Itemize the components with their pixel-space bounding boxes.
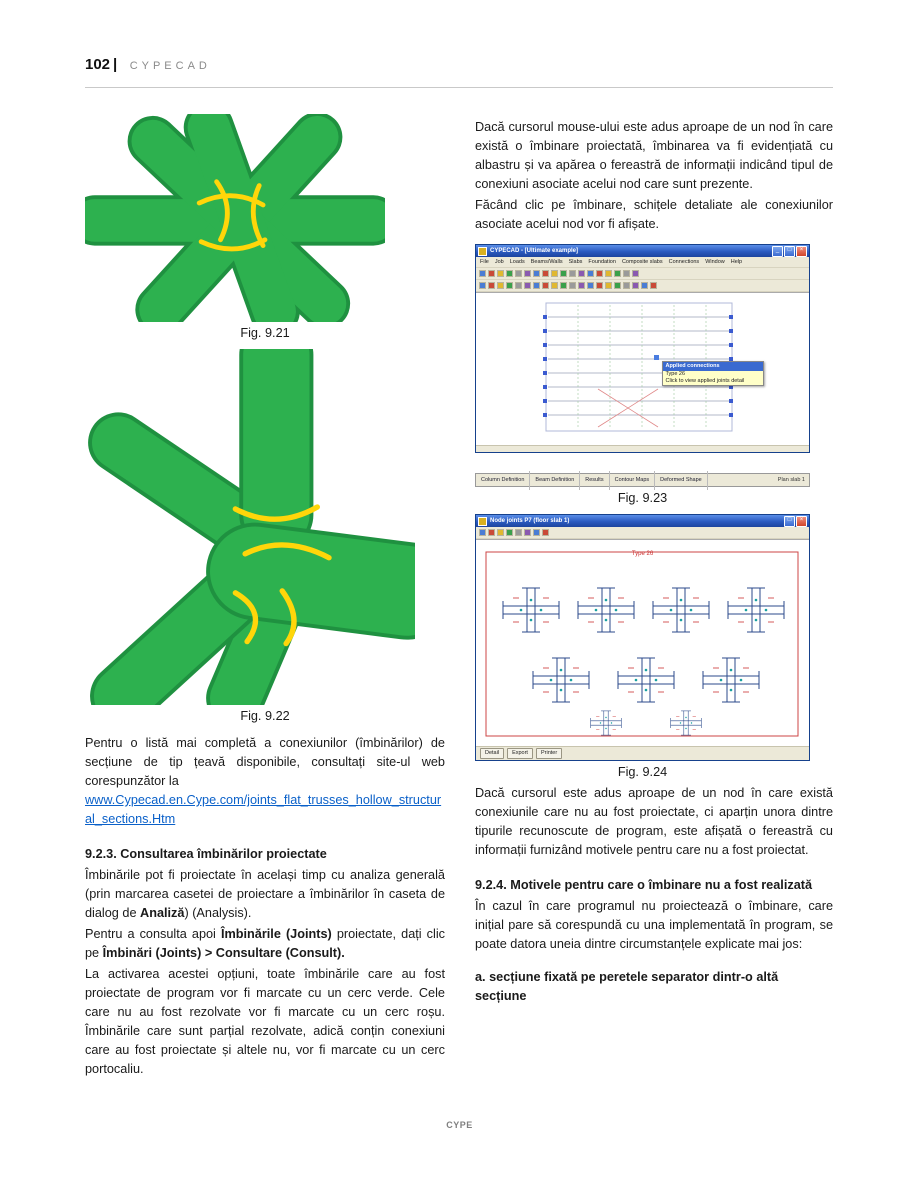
toolbar-icon[interactable] (533, 529, 540, 536)
tab-deformed-shape[interactable]: Deformed Shape (655, 471, 708, 490)
app-icon (478, 517, 487, 526)
menu-item[interactable]: Connections (668, 258, 700, 265)
section-heading-924: 9.2.4. Motivele pentru care o îmbinare nu a fost realizată (475, 878, 813, 892)
bold-text: Îmbinările (Joints) (220, 927, 332, 941)
tab-beam-definition[interactable]: Beam Definition (530, 471, 580, 490)
menu-item[interactable]: Loads (509, 258, 525, 265)
paragraph-circles: La activarea acestei opțiuni, toate îmbinările care au fost proiectate de program vor fi marcate cu un cerc verde. Cele care nu au fost rezolvate vor fi marcate cu un cerc roșu. Îmbinările care sunt parțial rezolvate, adică conțin conexiuni care au fost proiectate și altele nu, vor fi marcate cu un cerc portocaliu. (85, 967, 445, 1076)
tube-joint-drawing (85, 349, 415, 705)
fig24-drawing-area (476, 539, 809, 746)
menu-item[interactable]: File (480, 258, 489, 265)
toolbar-icon[interactable] (515, 282, 522, 289)
toolbar-icon[interactable] (551, 270, 558, 277)
fig24-screenshot-window (475, 514, 810, 761)
header-rule (85, 87, 833, 88)
tooltip-line: Click to view applied joints detail (663, 378, 763, 385)
fig23-toolbar-row2 (476, 280, 809, 292)
tooltip-title: Applied connections (663, 362, 763, 371)
toolbar-icon[interactable] (524, 270, 531, 277)
toolbar-icon[interactable] (578, 282, 585, 289)
brand-text: CYPECAD (129, 60, 211, 72)
toolbar-icon[interactable] (542, 270, 549, 277)
paragraph-design: Îmbinările pot fi proiectate în același timp cu analiza generală (prin marcarea casetei de proiectare a îmbinărilor în caseta de dialog de Analiză) (Analysis). (85, 868, 445, 920)
paragraph-cursor: Dacă cursorul mouse-ului este adus aproape de un nod în care există o îmbinare proiectată, îmbinarea va fi evidențiată cu albastru și va apărea o fereastră de informații indicând tipul de conexiuni asociate acelui nod care sunt prezente. (475, 120, 833, 191)
menu-item[interactable]: Composite slabs (621, 258, 663, 265)
paragraph-click: Făcând clic pe îmbinare, schițele detaliate ale conexiunilor asociate acelui nod vor fi afișate. (475, 198, 833, 231)
fig23-drawing-area (476, 292, 809, 445)
toolbar-icon[interactable] (605, 270, 612, 277)
maximize-button-icon[interactable]: □ (784, 516, 795, 527)
toolbar-icon[interactable] (533, 270, 540, 277)
print-icon[interactable] (506, 529, 513, 536)
menu-item[interactable]: Help (730, 258, 743, 265)
tab-column-definition[interactable]: Column Definition (476, 471, 530, 490)
fig23-window-title: CYPECAD - [Ultimate example] (490, 247, 579, 254)
pan-icon[interactable] (497, 529, 504, 536)
figure-caption: Fig. 9.24 (617, 765, 668, 779)
fig23-statusbar (476, 445, 809, 452)
toolbar-icon[interactable] (479, 270, 486, 277)
fig24-window-title: Node joints P7 (floor slab 1) (490, 517, 570, 524)
toolbar-icon[interactable] (632, 270, 639, 277)
menu-item[interactable]: Foundation (588, 258, 616, 265)
printer-button[interactable]: Printer (536, 748, 562, 759)
toolbar-icon[interactable] (506, 270, 513, 277)
section-heading-923: 9.2.3. Consultarea îmbinărilor proiectate (85, 847, 327, 861)
toolbar-icon[interactable] (569, 270, 576, 277)
toolbar-icon[interactable] (497, 270, 504, 277)
menu-item[interactable]: Beams/Walls (530, 258, 563, 265)
subheading-a: a. secțiune fixată pe peretele separator dintr-o altă secțiune (475, 970, 779, 1003)
toolbar-icon[interactable] (506, 282, 513, 289)
toolbar-icon[interactable] (632, 282, 639, 289)
toolbar-icon[interactable] (551, 282, 558, 289)
toolbar-icon[interactable] (605, 282, 612, 289)
detail-button[interactable]: Detail (480, 748, 504, 759)
fig24-titlebar (476, 515, 809, 527)
left-column (85, 100, 445, 1079)
figure-caption: Fig. 9.22 (240, 709, 290, 723)
toolbar-icon[interactable] (578, 270, 585, 277)
joint-details-drawing (476, 540, 809, 746)
menu-item[interactable]: Slabs (568, 258, 583, 265)
header-separator: | (113, 56, 118, 73)
zoom-icon[interactable] (488, 529, 495, 536)
toolbar-icon[interactable] (623, 270, 630, 277)
web-link[interactable]: www.Cypecad.en.Cype.com/joints_flat_trusses_hollow_structural_sections.Htm (85, 793, 442, 826)
menu-item[interactable]: Window (705, 258, 725, 265)
toolbar-icon[interactable] (515, 270, 522, 277)
toolbar-icon[interactable] (596, 282, 603, 289)
bold-text: Îmbinări (Joints) > Consultare (Consult). (102, 946, 345, 960)
toolbar-icon[interactable] (524, 282, 531, 289)
toolbar-icon[interactable] (560, 282, 567, 289)
fig23-tabstrip (475, 473, 810, 487)
figure-9-21-image (85, 114, 445, 322)
maximize-button-icon[interactable]: □ (784, 246, 795, 257)
tube-star-drawing (85, 114, 385, 322)
toolbar-icon[interactable] (569, 282, 576, 289)
toolbar-icon[interactable] (614, 282, 621, 289)
menu-item[interactable]: Job (494, 258, 504, 265)
figure-9-22-image (85, 349, 445, 705)
toolbar-icon[interactable] (623, 282, 630, 289)
joint-tooltip[interactable] (662, 361, 764, 386)
toolbar-icon[interactable] (542, 529, 549, 536)
page-header (85, 56, 211, 74)
tab-results[interactable]: Results (580, 471, 609, 490)
toolbar-icon[interactable] (479, 282, 486, 289)
fig23-screenshot-window (475, 244, 810, 453)
figure-caption: Fig. 9.23 (617, 491, 668, 505)
paragraph-not-designed: Dacă cursorul este adus aproape de un nod în care există conexiunile care nu au fost proiectate, ci aparțin unora dintre tipurile recunoscute de program, este afișată o fereastră cu informații furnizând motivele pentru care nu a fost proiectat. (475, 786, 833, 857)
page-footer: CYPE (446, 1120, 473, 1130)
tooltip-line: Type 26 (663, 371, 763, 378)
toolbar-icon[interactable] (650, 282, 657, 289)
toolbar-icon[interactable] (542, 282, 549, 289)
toolbar-icon[interactable] (560, 270, 567, 277)
right-column (475, 100, 833, 1006)
bold-text: Analiză (140, 906, 185, 920)
type-label: Type 26 (631, 551, 654, 557)
tab-contour-maps[interactable]: Contour Maps (610, 471, 656, 490)
paragraph-consult: Pentru a consulta apoi Îmbinările (Joints) proiectate, dați clic pe Îmbinări (Joints) > Consultare (Consult). (85, 927, 445, 960)
toolbar-icon[interactable] (488, 270, 495, 277)
minimize-button-icon[interactable]: _ (772, 246, 783, 257)
close-button-icon[interactable]: × (796, 516, 807, 527)
toolbar-icon[interactable] (641, 282, 648, 289)
toolbar-icon[interactable] (515, 529, 522, 536)
fig24-footer-bar (476, 746, 809, 760)
toolbar-icon[interactable] (614, 270, 621, 277)
paragraph-website: Pentru o listă mai completă a conexiunilor (îmbinărilor) de secțiune de tip țeavă disponibile, consultați site-ul web corespunzător la (85, 736, 445, 788)
toolbar-icon[interactable] (587, 270, 594, 277)
page-number: 102 (85, 56, 111, 73)
plan-label: Plan slab 1 (777, 476, 805, 483)
toolbar-icon[interactable] (587, 282, 594, 289)
close-button-icon[interactable]: × (796, 246, 807, 257)
toolbar-icon[interactable] (533, 282, 540, 289)
toolbar-icon[interactable] (488, 282, 495, 289)
figure-caption: Fig. 9.21 (240, 326, 290, 340)
toolbar-icon[interactable] (596, 270, 603, 277)
toolbar-icon[interactable] (524, 529, 531, 536)
zoom-icon[interactable] (479, 529, 486, 536)
export-button[interactable]: Export (507, 748, 533, 759)
toolbar-icon[interactable] (497, 282, 504, 289)
paragraph-reasons: În cazul în care programul nu proiectează o îmbinare, care inițial pare să corespundă cu una implementată în program, se poate datora uneia dintre circumstanțele explicate mai jos: (475, 899, 833, 951)
